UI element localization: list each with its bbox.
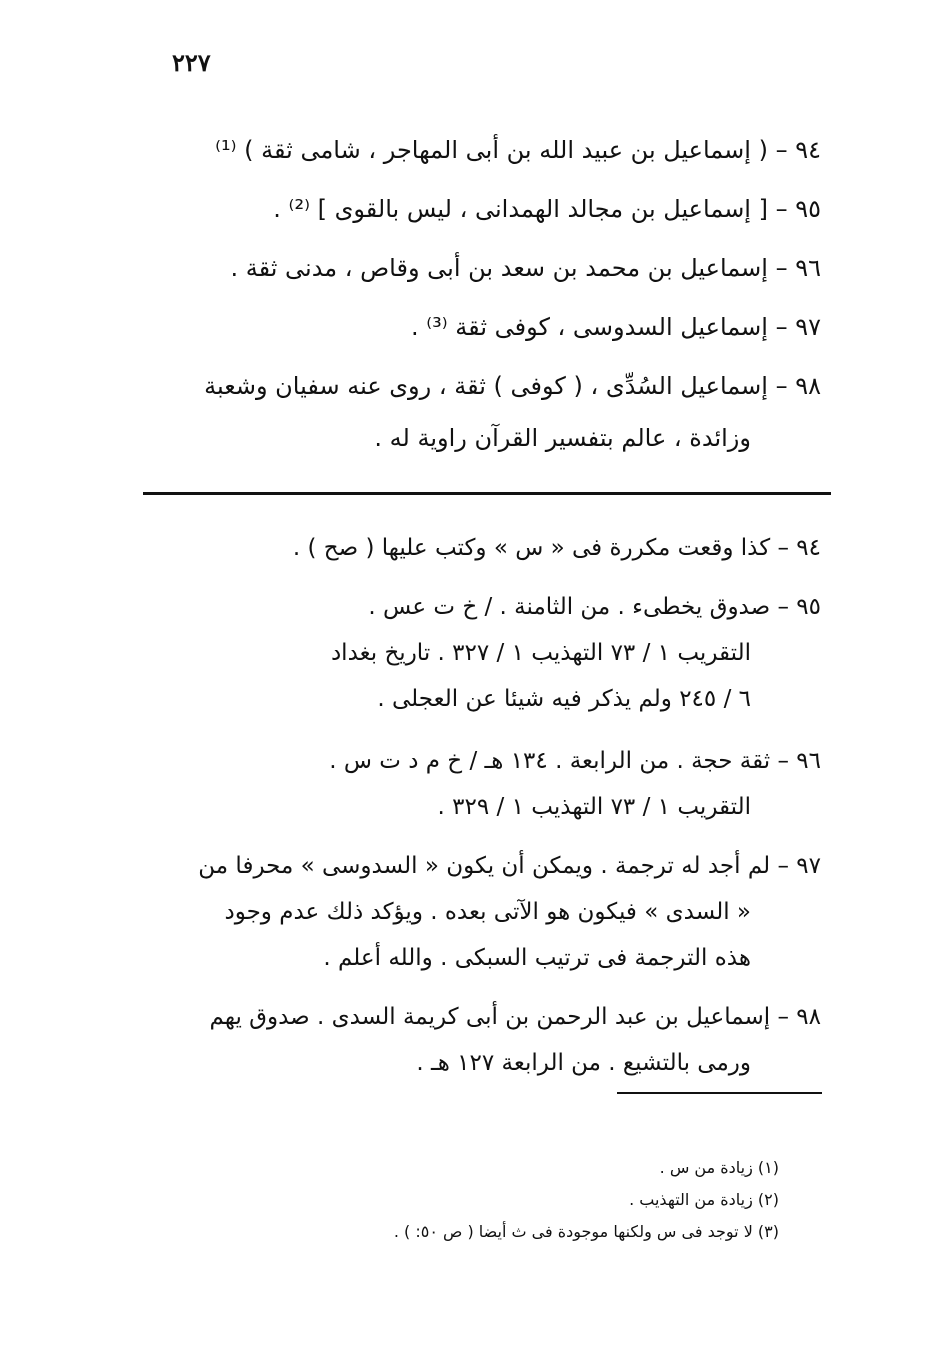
note-96: ٩٦ – ثقة حجة . من الرابعة . ١٣٤ هـ / خ م د ت س .: [329, 748, 821, 774]
section-divider: [143, 492, 831, 495]
note-98-cont: ورمى بالتشيع . من الرابعة ١٢٧ هـ .: [416, 1050, 751, 1076]
note-97-cont-1: « السدى » فيكون هو الآتى بعده . ويؤكد ذلك عدم وجود: [224, 899, 751, 925]
note-95-cont-2: ٦ / ٢٤٥ ولم يذكر فيه شيئا عن العجلى .: [377, 686, 751, 712]
note-97: ٩٧ – لم أجد له ترجمة . ويمكن أن يكون « السدوسى » محرفا من: [198, 853, 821, 879]
entry-98: ٩٨ – إسماعيل السُدِّى ، ( كوفى ) ثقة ، روى عنه سفيان وشعبة: [204, 372, 821, 400]
note-97-cont-2: هذه الترجمة فى ترتيب السبكى . والله أعلم .: [323, 945, 751, 971]
footnote-divider: [617, 1092, 822, 1094]
note-95-cont-1: التقريب ١ / ٧٣ التهذيب ١ / ٣٢٧ . تاريخ بغداد: [330, 640, 751, 666]
note-98: ٩٨ – إسماعيل بن عبد الرحمن بن أبى كريمة السدى . صدوق يهم: [209, 1004, 821, 1030]
note-95: ٩٥ – صدوق يخطىء . من الثامنة . / خ ت عس .: [368, 594, 821, 620]
entry-98-cont: وزائدة ، عالم بتفسير القرآن راوية له .: [374, 424, 751, 452]
note-94: ٩٤ – كذا وقعت مكررة فى « س » وكتب عليها ( صح ) .: [292, 535, 821, 561]
footnote-1: (١) زيادة من س .: [659, 1158, 779, 1177]
page-number: ٢٢٧: [172, 48, 211, 77]
entry-95: ٩٥ – [ إسماعيل بن مجالد الهمدانى ، ليس بالقوى ] ⁽²⁾ .: [273, 195, 821, 223]
note-96-cont: التقريب ١ / ٧٣ التهذيب ١ / ٣٢٩ .: [437, 794, 751, 820]
entry-96: ٩٦ – إسماعيل بن محمد بن سعد بن أبى وقاص ، مدنى ثقة .: [230, 254, 821, 282]
entry-94: ٩٤ – ( إسماعيل بن عبيد الله بن أبى المهاجر ، شامى ثقة ) ⁽¹⁾: [215, 136, 821, 164]
entry-97: ٩٧ – إسماعيل السدوسى ، كوفى ثقة ⁽³⁾ .: [411, 313, 821, 341]
footnote-2: (٢) زيادة من التهذيب .: [629, 1190, 779, 1209]
footnote-3: (٣) لا توجد فى س ولكنها موجودة فى ث أيضا ( ص ٥٠: ) .: [393, 1222, 779, 1241]
